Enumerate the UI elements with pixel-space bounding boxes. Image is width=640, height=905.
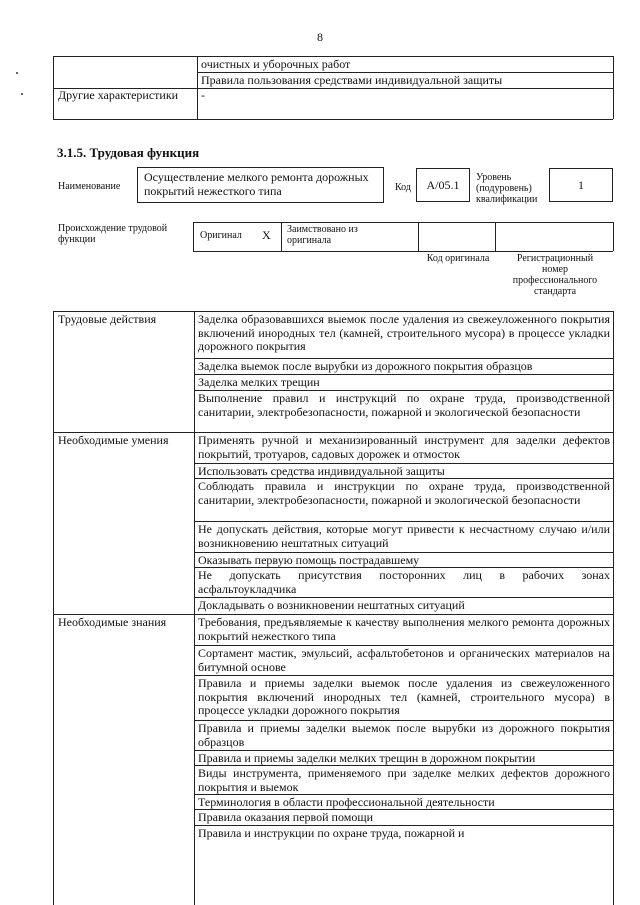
top-table-cell: очистных и уборочных работ [201,57,351,71]
table-row: Применять ручной и механизированный инструмент для заделки дефектов покрытий, тротуаров, садовых дорожек и отмосток [198,433,610,461]
table-row: Требования, предъявляемые к качеству выполнения мелкого ремонта дорожных покрытий нежесткого типа [198,615,610,643]
borrowed-label: Заимствовано из оригинала [287,224,358,246]
table-row: Правила и приемы заделки мелких трещин в дорожном покрытии [198,751,536,765]
table-row: Заделка выемок после вырубки из дорожного покрытия образцов [198,359,533,373]
group-label-required-knowledge: Необходимые знания [58,615,167,629]
scan-speck [16,72,18,74]
table-row: Виды инструмента, применяемого при заделке мелких дефектов дорожного покрытия и выемок [198,766,610,794]
table-row: Заделка образовавшихся выемок после удаления из свежеуложенного покрытия включений инородных тел (камней, строительного мусора) в процессе укладки дорожного покрытия [198,312,610,353]
original-label: Оригинал [200,230,242,241]
table-row: Правила и приемы заделки выемок после вырубки из дорожного покрытия образцов [198,721,610,749]
group-label-labor-actions: Трудовые действия [58,312,157,326]
code-label: Код [395,182,411,193]
table-row: Терминология в области профессиональной деятельности [198,795,495,809]
table-row: Заделка мелких трещин [198,375,320,389]
table-row: Соблюдать правила и инструкции по охране труда, производственной санитарии, электробезопасности, пожарной и экологической безопасности [198,479,610,507]
scan-speck [21,93,23,95]
name-box [137,167,384,203]
original-mark: Х [262,228,271,242]
page-number: 8 [317,30,323,44]
table-row: Правила оказания первой помощи [198,810,374,824]
table-row: Выполнение правил и инструкций по охране труда, производственной санитарии, электробезопасности, пожарной и экологической безопасности [198,391,610,419]
code-box [416,168,470,202]
name-label: Наименование [58,181,121,192]
reg-caption: Регистрационный номер профессионального стандарта [512,253,598,297]
name-value: Осуществление мелкого ремонта дорожных покрытий нежесткого типа [144,170,369,198]
origin-label: Происхождение трудовой функции [58,223,168,245]
table-row: Правила и приемы заделки выемок после удаления из свежеуложенного покрытия включений инородных тел (камней, строительного мусора) в процессе укладки дорожного покрытия [198,676,610,717]
table-row: Не допускать действия, которые могут привести к несчастному случаю и/или возникновению нештатных ситуаций [198,522,610,550]
section-title: 3.1.5. Трудовая функция [57,145,200,160]
group-label-required-skills: Необходимые умения [58,433,169,447]
top-table-cell: Правила пользования средствами индивидуальной защиты [201,73,503,87]
other-characteristics-value: - [201,88,205,102]
table-row: Не допускать присутствия посторонних лиц в рабочих зонах асфальтоукладчика [198,568,610,596]
level-box [549,168,613,202]
table-row: Сортамент мастик, эмульсий, асфальтобетонов и органических материалов на битумной основе [198,646,610,674]
table-row: Правила и инструкции по охране труда, пожарной и [198,826,465,840]
level-value: 1 [578,178,584,192]
code-value: А/05.1 [426,178,460,192]
table-row: Использовать средства индивидуальной защиты [198,464,445,478]
table-row: Докладывать о возникновении нештатных ситуаций [198,598,465,612]
code-caption: Код оригинала [426,253,490,264]
other-characteristics-label: Другие характеристики [58,88,179,102]
table-row: Оказывать первую помощь пострадавшему [198,553,420,567]
level-label: Уровень (подуровень) квалификации [476,172,538,205]
